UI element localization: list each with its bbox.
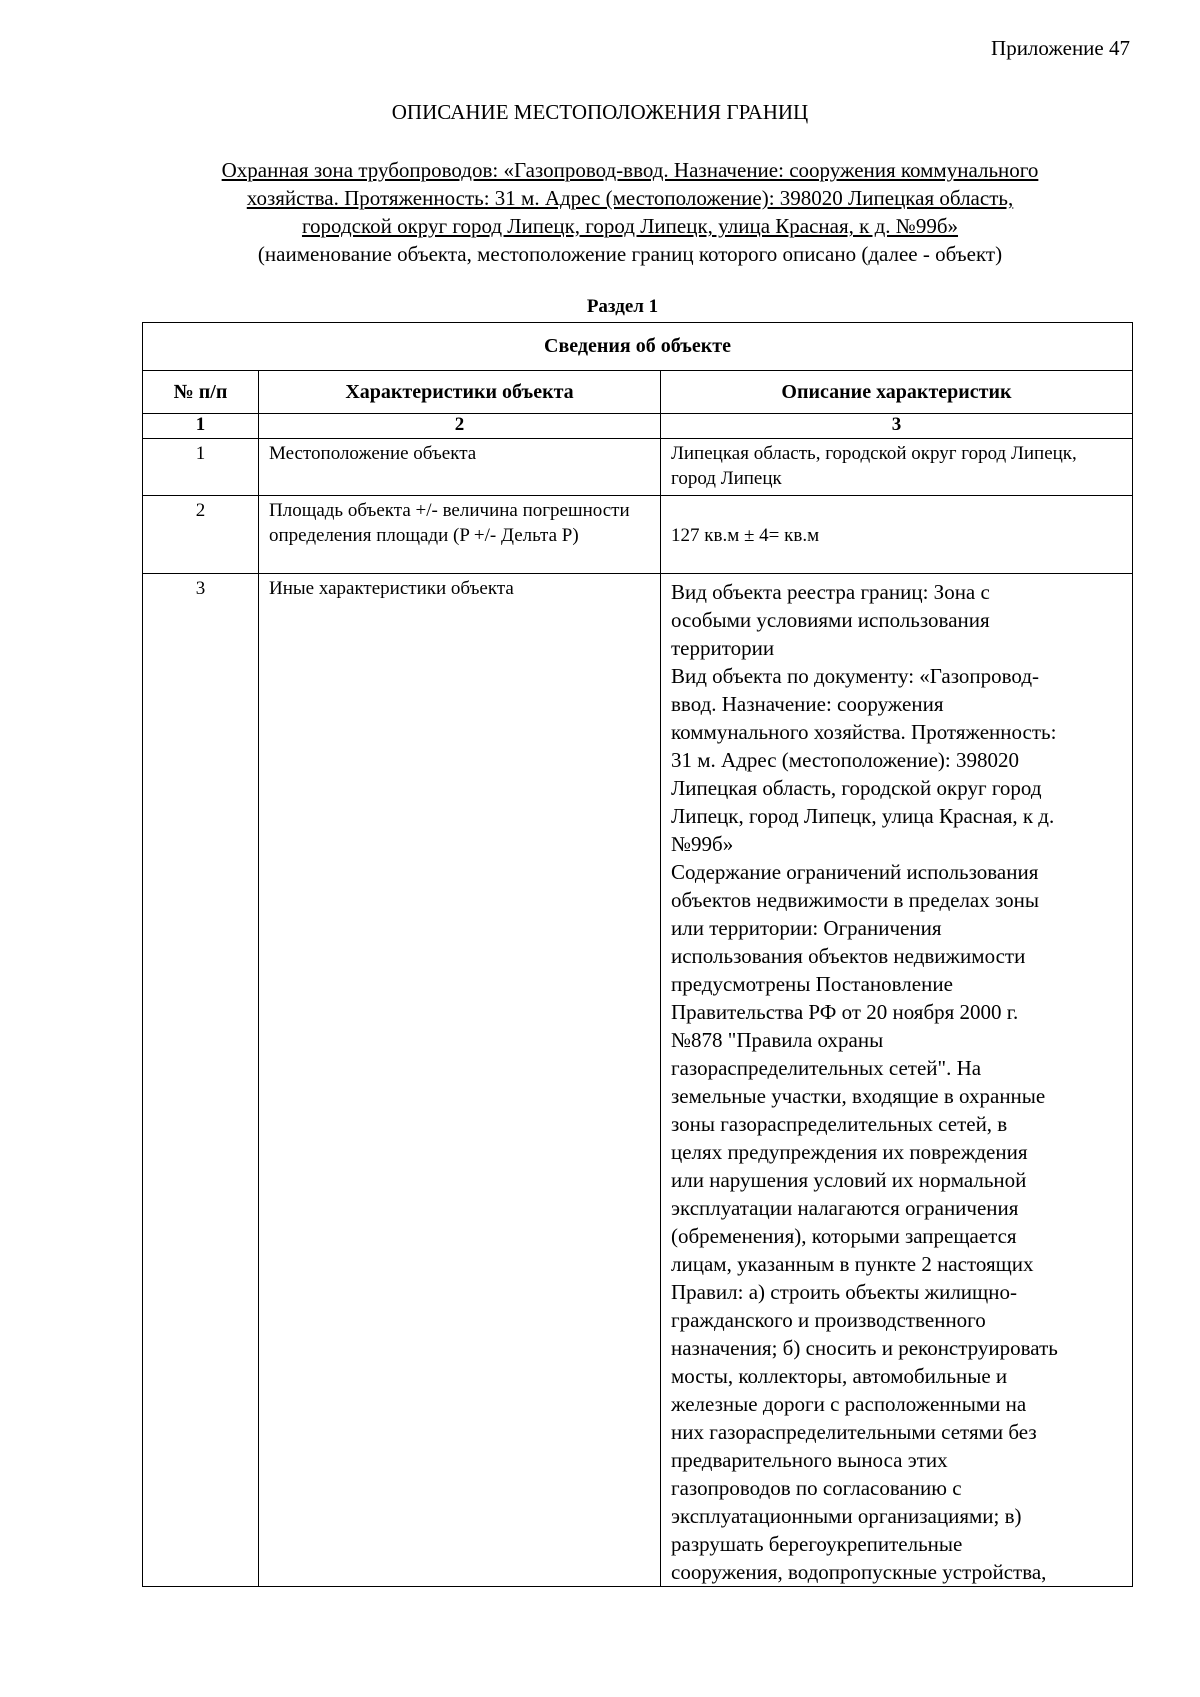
description-line: предварительного выноса этих	[671, 1448, 948, 1472]
column-header-number: № п/п	[143, 371, 259, 414]
description-line: них газораспределительными сетями без	[671, 1420, 1037, 1444]
object-info-table	[142, 322, 1133, 1587]
description-line: использования объектов недвижимости	[671, 944, 1026, 968]
table-row	[143, 574, 1133, 1587]
description-line: зоны газораспределительных сетей, в	[671, 1112, 1008, 1136]
row-number: 2	[143, 496, 259, 574]
description-line: ввод. Назначение: сооружения	[671, 692, 944, 716]
description-line: Липецкая область, городской округ город	[671, 776, 1042, 800]
row-characteristic: Местоположение объекта	[259, 439, 661, 496]
object-name-block	[140, 156, 1120, 268]
description-line: лицам, указанным в пункте 2 настоящих	[671, 1252, 1034, 1276]
column-header-characteristic: Характеристики объекта	[259, 371, 661, 414]
section-label: Раздел 1	[586, 296, 659, 317]
description-line: Содержание ограничений использования	[671, 860, 1039, 884]
description-line: железные дороги с расположенными на	[671, 1392, 1027, 1416]
object-name-line-2: хозяйства. Протяженность: 31 м. Адрес (местоположение): 398020 Липецкая область,	[246, 186, 1014, 210]
row-number: 1	[143, 439, 259, 496]
column-number-3: 3	[661, 414, 1133, 439]
description-line: объектов недвижимости в пределах зоны	[671, 888, 1040, 912]
table-title-row	[143, 323, 1133, 371]
column-number-1: 1	[143, 414, 259, 439]
column-number-row	[143, 414, 1133, 439]
description-line: мосты, коллекторы, автомобильные и	[671, 1364, 1008, 1388]
row-number: 3	[143, 574, 259, 1587]
table-row	[143, 496, 1133, 574]
description-line: гражданского и производственного	[671, 1308, 986, 1332]
row-description: Липецкая область, городской округ город Липецк, город Липецк	[661, 439, 1133, 496]
row-characteristic: Площадь объекта +/- величина погрешности определения площади (P +/- Дельта P)	[259, 496, 661, 574]
description-line: земельные участки, входящие в охранные	[671, 1084, 1046, 1108]
description-line: 31 м. Адрес (местоположение): 398020	[671, 748, 1019, 772]
description-line: Липецк, город Липецк, улица Красная, к д.	[671, 804, 1055, 828]
description-line: эксплуатации налагаются ограничения	[671, 1196, 1019, 1220]
column-number-2: 2	[259, 414, 661, 439]
description-line: или нарушения условий их нормальной	[671, 1168, 1027, 1192]
object-name-caption: (наименование объекта, местоположение границ которого описано (далее - объект)	[257, 242, 1003, 266]
appendix-label: Приложение 47	[991, 36, 1130, 60]
description-line: газопроводов по согласованию с	[671, 1476, 962, 1500]
description-line: газораспределительных сетей". На	[671, 1056, 982, 1080]
description-line: №99б»	[671, 832, 734, 856]
document-title: ОПИСАНИЕ МЕСТОПОЛОЖЕНИЯ ГРАНИЦ	[391, 100, 809, 124]
table-title: Сведения об объекте	[143, 323, 1133, 371]
object-name-line-1: Охранная зона трубопроводов: «Газопровод-ввод. Назначение: сооружения коммунального	[221, 158, 1039, 182]
description-line: (обременения), которыми запрещается	[671, 1224, 1017, 1248]
description-line: или территории: Ограничения	[671, 916, 942, 940]
description-line: территории	[671, 636, 775, 660]
description-line: эксплуатационными организациями; в)	[671, 1504, 1022, 1528]
row-description: 127 кв.м ± 4= кв.м	[661, 496, 1133, 574]
description-line: целях предупреждения их повреждения	[671, 1140, 1028, 1164]
description-line: Правил: а) строить объекты жилищно-	[671, 1280, 1017, 1304]
column-header-row	[143, 371, 1133, 414]
column-header-description: Описание характеристик	[661, 371, 1133, 414]
description-line: разрушать берегоукрепительные	[671, 1532, 963, 1556]
row-characteristic: Иные характеристики объекта	[259, 574, 661, 1587]
object-name-line-3: городской округ город Липецк, город Липецк, улица Красная, к д. №99б»	[301, 214, 959, 238]
description-line: Вид объекта по документу: «Газопровод-	[671, 664, 1040, 688]
description-line: назначения; б) сносить и реконструировать	[671, 1336, 1058, 1360]
description-line: сооружения, водопропускные устройства,	[671, 1560, 1047, 1584]
description-line: Правительства РФ от 20 ноября 2000 г.	[671, 1000, 1019, 1024]
description-line: №878 "Правила охраны	[671, 1028, 884, 1052]
row-description	[661, 574, 1133, 1587]
description-line: коммунального хозяйства. Протяженность:	[671, 720, 1057, 744]
description-line: Вид объекта реестра границ: Зона с	[671, 580, 990, 604]
description-line: предусмотрены Постановление	[671, 972, 953, 996]
table-row	[143, 439, 1133, 496]
description-line: особыми условиями использования	[671, 608, 990, 632]
